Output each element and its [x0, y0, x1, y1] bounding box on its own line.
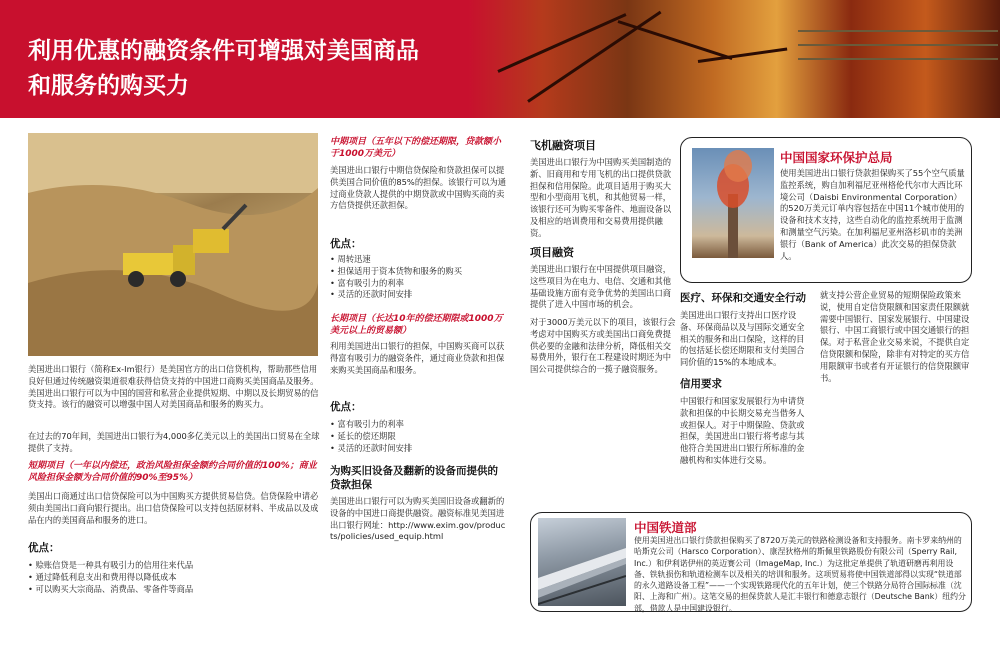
railway-box-title: 中国铁道部: [634, 520, 697, 535]
epa-box-body: 使用美国进出口银行贷款担保购买了55个空气质量监控系统，购自加利福尼亚州格伦代尔市大西比环境公司（Daisbi Environmental Corporation）的520万美元订单内容包括在中国11个城市使用的设备和技术支持，这些自动化的监控系统用于监测和测量空气污染。在加利福尼亚州洛杉矶市的美洲银行（Bank of America）此次交易的担保贷款人。: [780, 168, 965, 261]
list-item: • 灵活的还款时间安排: [330, 443, 508, 455]
smokestack-illustration: [692, 148, 774, 258]
history-paragraph: 在过去的70年间，美国进出口银行为4,000多亿美元以上的美国出口贸易在全球提供了支持。: [28, 431, 320, 453]
project-finance-body-2: 对于3000万美元以下的项目，该银行会考虑对中国购买方或美国出口商免费提供必要的金融和法律分析，降低相关交易费用外，银行在工程建设时期还为中国公司提供综合的一揽子融资服务。: [530, 317, 676, 375]
used-equipment-body: 美国进出口银行可以为购买美国旧设备或翻新的设备的中国进口商提供融资。融资标准见美国进出口银行网址：http://www.exim.gov/products/policies/used_equip.html: [330, 496, 506, 542]
list-item: • 富有吸引力的利率: [330, 278, 508, 290]
industrial-photo-collage: [468, 0, 1000, 118]
project-finance-body-1: 美国进出口银行在中国提供项目融资，这些项目为在电力、电信、交通和其他基础设施方面有竞争优势的美国出口商提供了进入中国市场的机会。: [530, 264, 672, 310]
short-term-body: 美国出口商通过出口信贷保险可以为中国购买方提供贸易信贷。信贷保险申请必须由美国出口商向银行提出。出口信贷保险可以支持包括原材料、半成品以及成品在内的美国商品和服务的进口。: [28, 491, 319, 525]
short-advantages-list: [28, 560, 320, 595]
credit-requirements-heading: 信用要求: [680, 378, 722, 390]
mining-scene-illustration: [28, 133, 318, 356]
long-term-body: 利用美国进出口银行的担保，中国购买商可以获得富有吸引力的融资条件，通过商业贷款和担保来购买美国商品和服务。: [330, 341, 505, 375]
short-term-heading: 短期项目（一年以内偿还，政治风险担保金额约合同价值的100%；商业风险担保金额为合同价值的90%至95%）: [28, 461, 317, 483]
page-title: [28, 34, 498, 104]
medical-env-heading: 医疗、环保和交通安全行动: [680, 292, 806, 304]
list-item: • 延长的偿还期限: [330, 431, 508, 443]
project-finance-heading: 项目融资: [530, 246, 574, 259]
train-photo: [538, 518, 626, 606]
credit-requirements-body: 中国银行和国家发展银行为申请贷款和担保的中长期交易充当借务人或担保人。对于中期保险、贷款或担保，美国进出口银行将考虑与其他符合美国进出口银行所标准的金融机构和实体进行交易。: [680, 396, 805, 465]
short-term-policy-body: 就支持公营企业贸易的短期保险政策来说，使用自定信贷限额和国家责任限额就需要中国银行、国家发展银行、中国建设银行、中国工商银行或中国交通银行的担保。对于私营企业交易来说，不提供自定信贷限额和保险，除非有对特定的买方信用限额审书或者有开证银行的信贷限额审书。: [820, 290, 970, 383]
list-item: • 富有吸引力的利率: [330, 419, 508, 431]
medium-term-heading: 中期项目（五年以下的偿还期限，贷款额小于1000万美元）: [330, 137, 502, 159]
header-banner: [0, 0, 1000, 118]
list-item: • 担保适用于资本货物和服务的购买: [330, 266, 508, 278]
epa-box-title: 中国国家环保护总局: [780, 150, 893, 165]
medical-env-body: 美国进出口银行支持出口医疗设备、环保商品以及与国际交通安全相关的服务和出口保险，这样的目的包括延长偿还期限和支付美国合同价值的15%的本地成本。: [680, 310, 805, 368]
long-term-heading: 长期项目（长达10年的偿还期限或1000万美元以上的贸易额）: [330, 314, 503, 336]
list-item: • 灵活的还款时间安排: [330, 289, 508, 301]
medium-advantages-label: 优点：: [330, 238, 362, 250]
list-item: • 周转迅速: [330, 254, 508, 266]
list-item: • 通过降低利息支出和费用得以降低成本: [28, 572, 320, 584]
medium-advantages-list: [330, 254, 508, 301]
long-advantages-label: 优点：: [330, 401, 362, 413]
used-equipment-heading: 为购买旧设备及翻新的设备而提供的贷款担保: [330, 465, 498, 491]
medium-term-body: 美国进出口银行中期信贷保险和贷款担保可以提供美国合同价值的85%的担保。该银行可以为通过商业贷款人提供的中期贷款或中国购买商的卖方信贷提供还款担保。: [330, 165, 507, 211]
short-advantages-label: 优点：: [28, 542, 60, 554]
railway-box-body: 使用美国进出口银行贷款担保购买了8720万美元的铁路检测设备和支持服务。南卡罗来纳州的哈斯克公司（Harsco Corporation）、康涅狄格州的斯佩里铁路股份有限公司（Sperry Rail, Inc.）和伊利诺伊州的英迈赛公司（ImageMap, Inc.）为这批定单提供了轨道研磨再利用设备、铁轨损伤和轨道检测车以及相关的培训和服务。这项贸易将使中国铁道部得以实现“铁道部的永久道路设备工程”——一个实现铁路现代化的五年计划，使三个铁路分局符合国际标准（沈阳、上海和广州）。这笔交易的担保贷款人是汇丰银行和德意志银行（Deutsche Bank）纽约分部，借款人是中国建设银行。: [634, 536, 966, 613]
aircraft-body: 美国进出口银行为中国购买美国制造的新、旧商用和专用飞机的出口提供贷款担保和信用保险。此项目适用于购买大型和小型商用飞机，和其他贸易一样，该银行还可为购买零备件、地面设备以及相应的培训费用和交易费用提供融资。: [530, 157, 672, 238]
list-item: • 赊账信贷是一种具有吸引力的信用往来代品: [28, 560, 320, 572]
list-item: • 可以购买大宗商品、消费品、零备件等商品: [28, 584, 320, 596]
title-line-1: 利用优惠的融资条件可增强对美国商品: [28, 38, 419, 64]
title-line-2: 和服务的购买力: [28, 73, 189, 99]
smokestack-photo: [692, 148, 774, 258]
intro-paragraph: 美国进出口银行（简称Ex-Im银行）是美国官方的出口信贷机构，帮助那些信用良好但通过传统融资渠道很难获得信贷支持的中国进口商购买美国商品及服务。美国进出口银行可以为中国的国营和私营企业提供短期、中期以及长期贸易的信贷支持。该行的融资可以增强中国人对美国商品和服务的购买力。: [28, 364, 319, 410]
mining-truck-photo: [28, 133, 318, 356]
long-advantages-list: [330, 419, 508, 454]
train-illustration: [538, 518, 626, 606]
aircraft-heading: 飞机融资项目: [530, 139, 596, 152]
